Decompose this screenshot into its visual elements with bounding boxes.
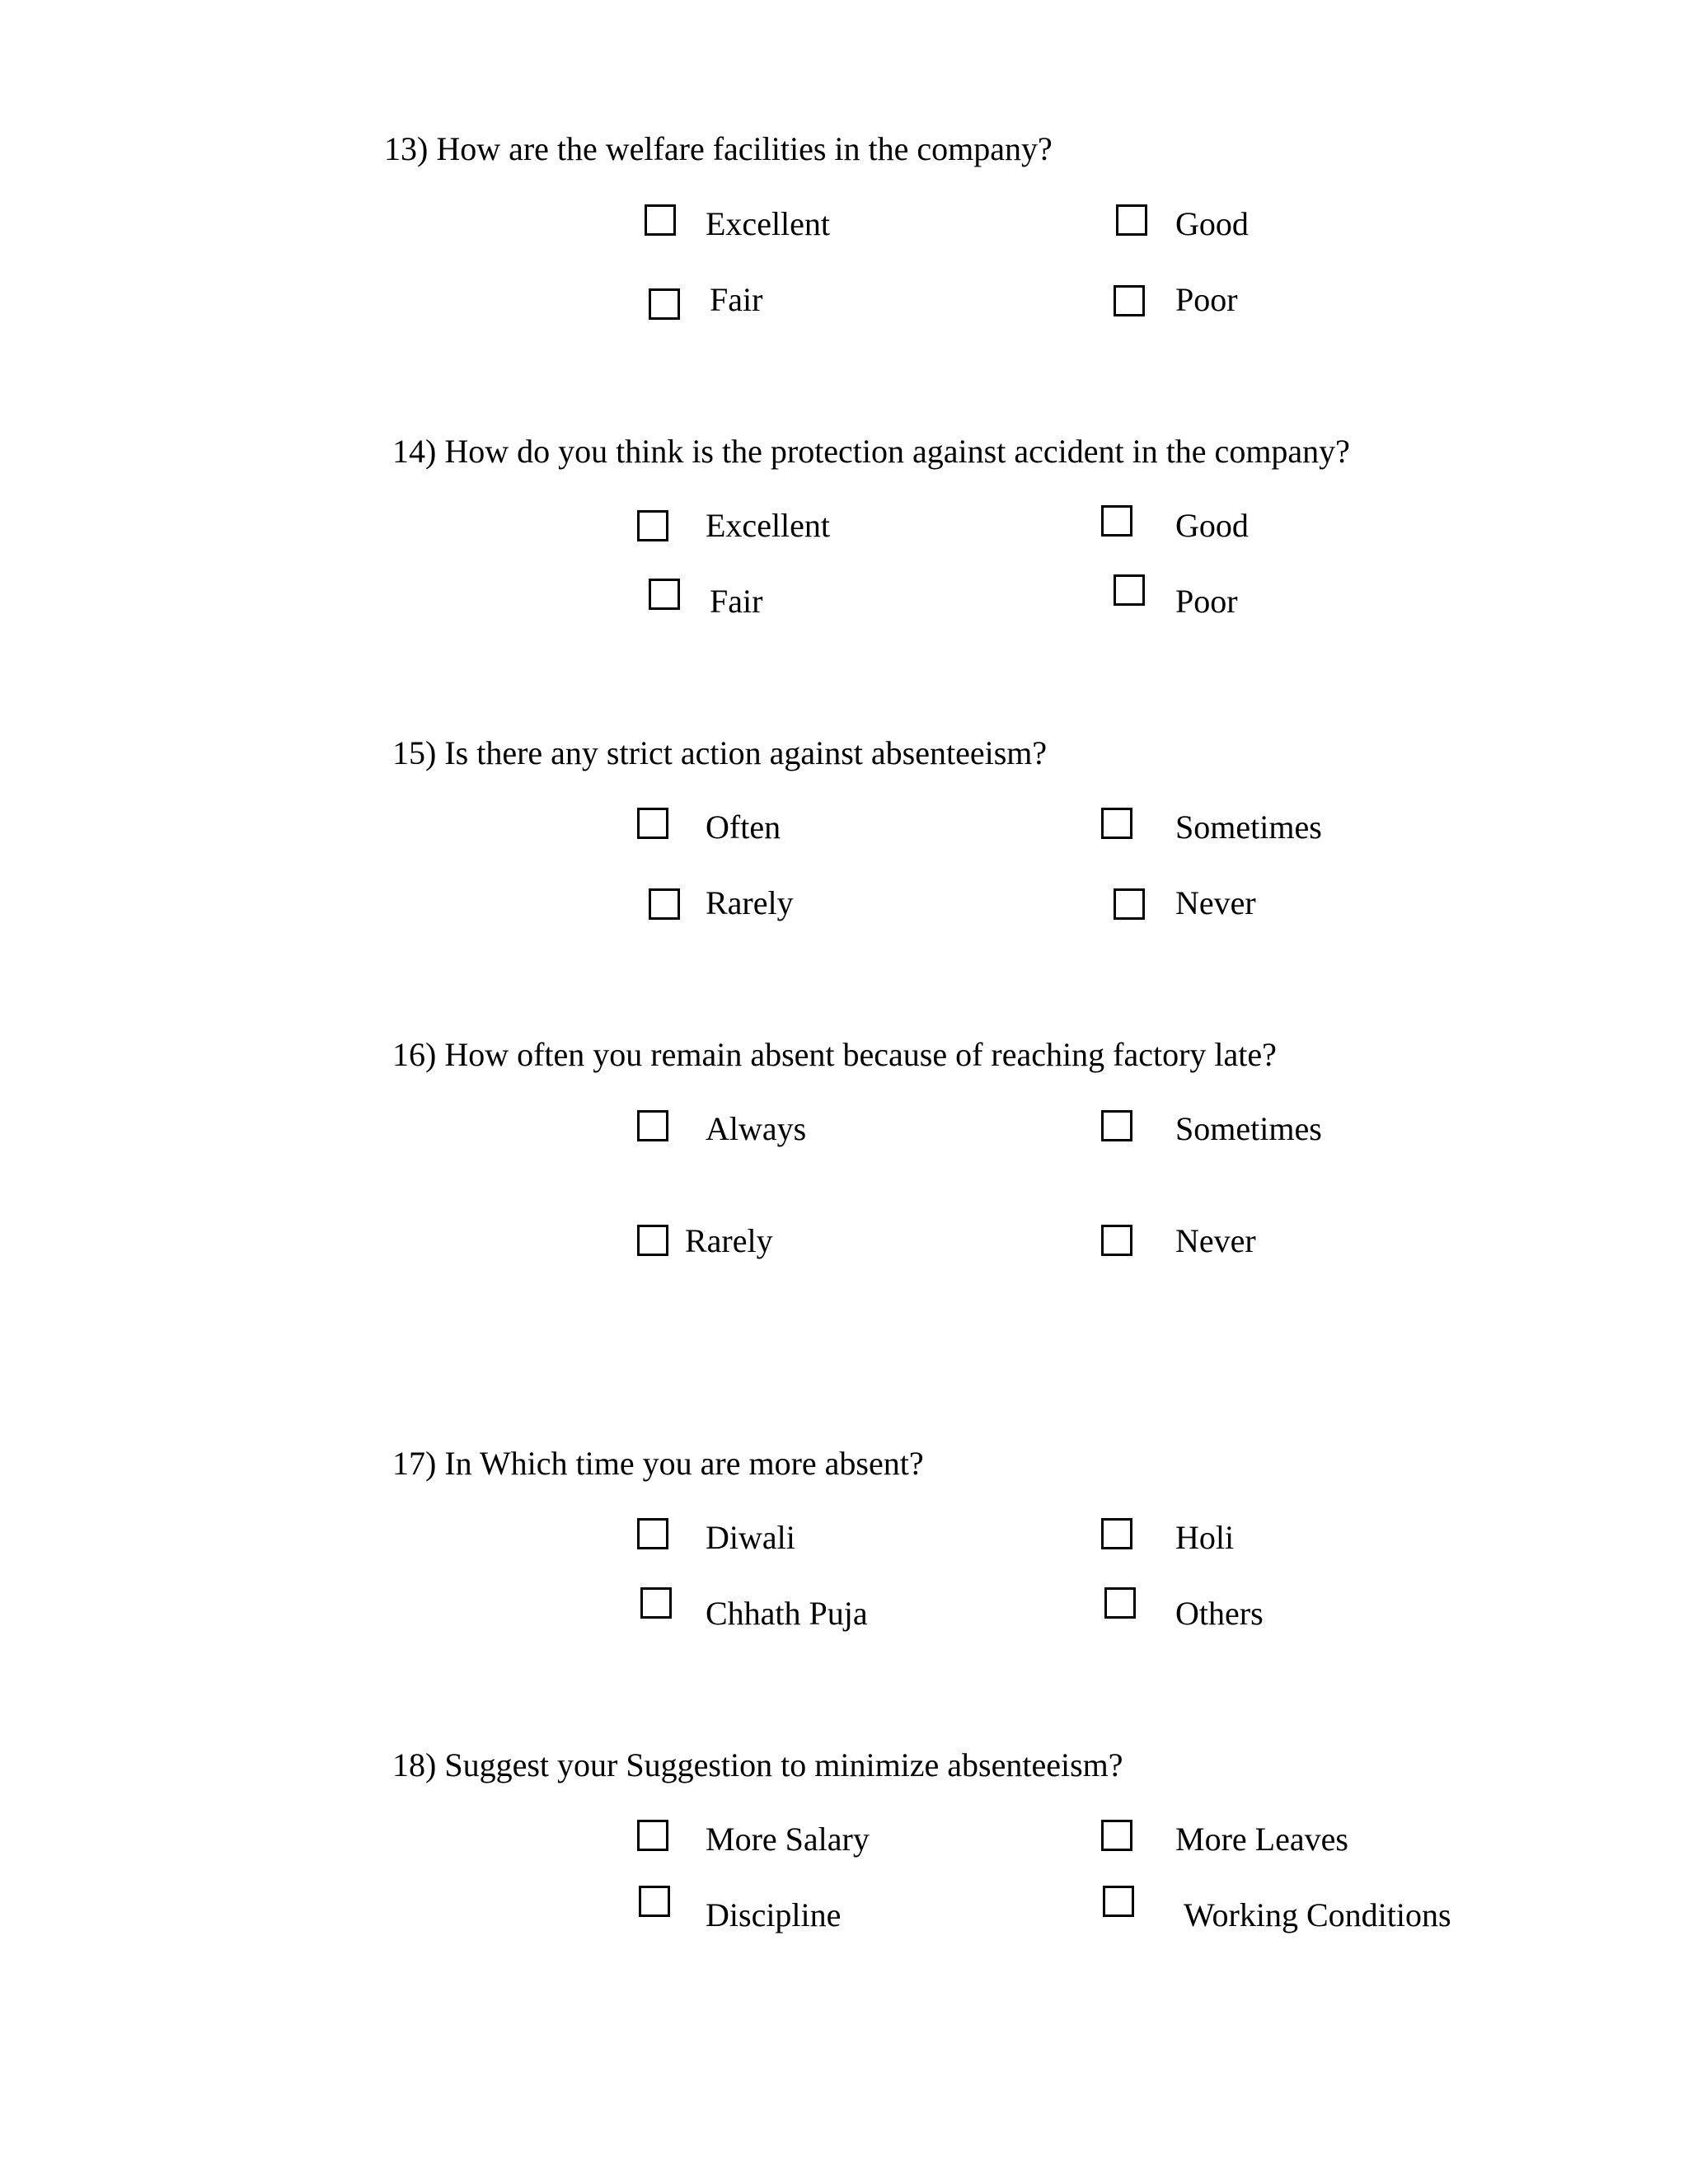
checkbox-q14-option-3[interactable] (649, 579, 680, 610)
checkbox-q13-option-2[interactable] (1116, 204, 1147, 236)
q18-option-1-label: More Salary (706, 1821, 870, 1858)
q14-option-2-label: Good (1175, 507, 1249, 544)
q16-option-3-label: Rarely (685, 1222, 773, 1259)
q17-option-1-label: Diwali (706, 1519, 795, 1556)
checkbox-q14-option-2[interactable] (1101, 505, 1132, 537)
q18-option-4-label: Working Conditions (1184, 1896, 1451, 1933)
q14-option-3-label: Fair (710, 583, 763, 620)
q13-option-1-label: Excellent (706, 205, 831, 242)
q16-option-1-label: Always (706, 1110, 807, 1147)
checkbox-q17-option-1[interactable] (637, 1518, 668, 1549)
q17-option-2-label: Holi (1175, 1519, 1235, 1556)
checkbox-q14-option-1[interactable] (637, 510, 668, 541)
q13-option-3-label: Fair (710, 281, 763, 318)
q15-option-1-label: Often (706, 808, 781, 846)
question-16-text: 16) How often you remain absent because of reaching factory late? (392, 1036, 1277, 1073)
checkbox-q16-option-3[interactable] (637, 1225, 668, 1256)
question-15-text: 15) Is there any strict action against absenteeism? (392, 734, 1048, 771)
q13-option-2-label: Good (1175, 205, 1249, 242)
q15-option-2-label: Sometimes (1175, 808, 1322, 846)
checkbox-q14-option-4[interactable] (1114, 574, 1145, 606)
q13-option-4-label: Poor (1175, 281, 1238, 318)
question-18-text: 18) Suggest your Suggestion to minimize absenteeism? (392, 1746, 1123, 1783)
checkbox-q18-option-4[interactable] (1103, 1886, 1134, 1917)
question-14-text: 14) How do you think is the protection against accident in the company? (392, 433, 1350, 470)
checkbox-q15-option-3[interactable] (649, 888, 680, 920)
checkbox-q16-option-4[interactable] (1101, 1225, 1132, 1256)
q18-option-2-label: More Leaves (1175, 1821, 1348, 1858)
checkbox-q18-option-2[interactable] (1101, 1820, 1132, 1851)
q17-option-3-label: Chhath Puja (706, 1595, 868, 1632)
checkbox-q15-option-2[interactable] (1101, 808, 1132, 839)
q18-option-3-label: Discipline (706, 1896, 842, 1933)
checkbox-q13-option-1[interactable] (645, 204, 676, 236)
checkbox-q16-option-1[interactable] (637, 1110, 668, 1141)
q14-option-1-label: Excellent (706, 507, 831, 544)
checkbox-q15-option-1[interactable] (637, 808, 668, 839)
q16-option-4-label: Never (1175, 1222, 1256, 1259)
checkbox-q17-option-4[interactable] (1104, 1587, 1136, 1619)
question-17-text: 17) In Which time you are more absent? (392, 1445, 924, 1482)
checkbox-q16-option-2[interactable] (1101, 1110, 1132, 1141)
q16-option-2-label: Sometimes (1175, 1110, 1322, 1147)
checkbox-q18-option-3[interactable] (639, 1886, 670, 1917)
q15-option-3-label: Rarely (706, 884, 794, 921)
q15-option-4-label: Never (1175, 884, 1256, 921)
checkbox-q13-option-3[interactable] (649, 288, 680, 320)
question-13-text: 13) How are the welfare facilities in the company? (384, 130, 1053, 167)
q14-option-4-label: Poor (1175, 583, 1238, 620)
checkbox-q17-option-2[interactable] (1101, 1518, 1132, 1549)
checkbox-q13-option-4[interactable] (1114, 285, 1145, 316)
checkbox-q18-option-1[interactable] (637, 1820, 668, 1851)
q17-option-4-label: Others (1175, 1595, 1264, 1632)
checkbox-q17-option-3[interactable] (640, 1587, 672, 1619)
checkbox-q15-option-4[interactable] (1114, 888, 1145, 920)
